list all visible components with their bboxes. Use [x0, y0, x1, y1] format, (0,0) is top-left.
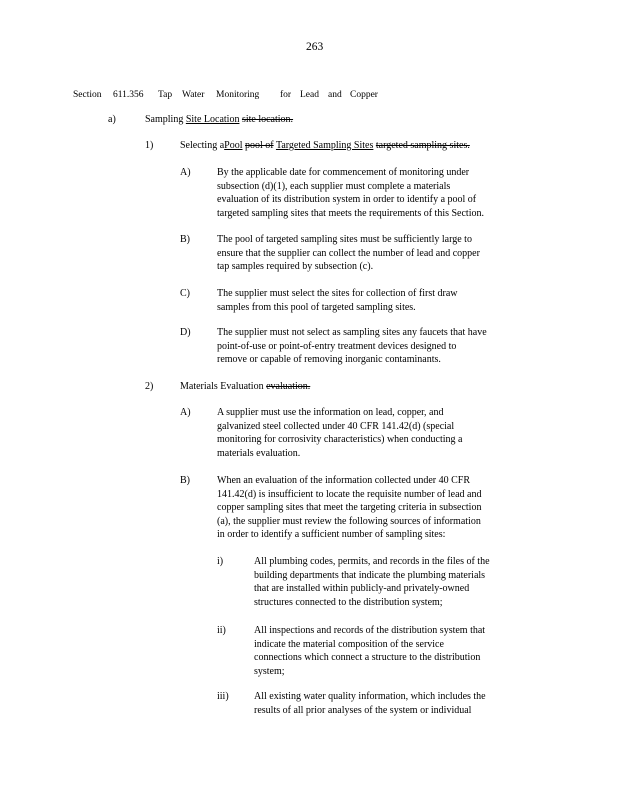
inserted-text: Pool [224, 140, 243, 151]
text-line: system; [254, 665, 285, 677]
subitem-text [254, 690, 554, 717]
item-marker: D) [180, 327, 191, 338]
section-label: Section [73, 90, 102, 100]
text-line: evaluation of its distribution system in order to identify a pool of [217, 194, 477, 205]
inserted-text: Site Location [185, 114, 240, 125]
text-line: copper sampling sites that meet the targeting criteria in subsection [217, 502, 482, 513]
text-line: (a), the supplier must review the following sources of information [217, 515, 481, 527]
item-marker: C) [180, 288, 190, 299]
text-line: The supplier must select the sites for collection of first draw [217, 288, 458, 299]
text-line: connections which connect a structure to the distribution [254, 652, 481, 663]
text-line: The pool of targeted sampling sites must be sufficiently large to [217, 234, 472, 245]
heading-text: Sampling [145, 114, 184, 125]
section-title-word: Monitoring [216, 90, 260, 100]
heading-text: Selecting a [180, 140, 225, 151]
text-line: All inspections and records of the distribution system that [254, 625, 486, 636]
text-line: tap samples required by subsection (c). [217, 261, 374, 272]
deleted-text: site location. [241, 114, 294, 125]
heading-text: Materials Evaluation [180, 381, 264, 392]
subitem-marker: i) [217, 556, 224, 567]
text-line: targeted sampling sites that meets the requirements of this Section. [217, 207, 484, 219]
inserted-text: Targeted Sampling Sites [275, 140, 374, 151]
text-line: point-of-use or point-of-entry treatment devices designed to [217, 340, 457, 352]
subsection-heading [145, 113, 293, 127]
text-line: results of all prior analyses of the system or individual [254, 704, 472, 716]
item-marker: A) [180, 407, 191, 418]
paragraph-heading [180, 139, 470, 153]
deleted-text: pool of [245, 140, 274, 151]
text-line: subsection (d)(1), each supplier must complete a materials [217, 180, 451, 192]
text-line: building departments that indicate the plumbing materials [254, 569, 486, 581]
text-line: materials evaluation. [217, 447, 301, 459]
section-title-word: Lead [300, 90, 319, 100]
section-title-word: and [328, 90, 342, 100]
section-number: 611.356 [113, 90, 144, 100]
text-line: ensure that the supplier can collect the number of lead and copper [217, 247, 480, 259]
section-title-word: for [280, 90, 292, 100]
item-marker: B) [180, 234, 190, 245]
item-marker: A) [180, 167, 191, 178]
item-text [217, 287, 547, 314]
paragraph-heading [180, 380, 310, 394]
text-line: structures connected to the distribution system; [254, 596, 443, 608]
section-title-word: Copper [350, 90, 378, 100]
text-line: remove or capable of removing inorganic contaminants. [217, 354, 441, 365]
item-text [217, 326, 547, 367]
subitem-text [254, 624, 554, 678]
page-number: 263 [306, 41, 324, 53]
text-line: in order to identify a sufficient number of sampling sites: [217, 529, 446, 540]
subitem-marker: iii) [217, 691, 229, 702]
text-line: galvanized steel collected under 40 CFR 141.42(d) (special [217, 420, 455, 432]
section-title-word: Water [182, 90, 205, 100]
paragraph-marker: 1) [145, 140, 154, 151]
text-line: All existing water quality information, which includes the [254, 691, 486, 702]
text-line: The supplier must not select as sampling sites any faucets that have [217, 327, 487, 338]
text-line: that are installed within publicly-and privately-owned [254, 583, 470, 594]
text-line: When an evaluation of the information collected under 40 CFR [217, 475, 470, 486]
item-marker: B) [180, 475, 190, 486]
text-line: samples from this pool of targeted sampling sites. [217, 301, 416, 313]
subitem-text [254, 555, 554, 609]
text-line: monitoring for corrosivity characteristics) when conducting a [217, 434, 463, 445]
text-line: indicate the material composition of the service [254, 638, 444, 650]
text-line: All plumbing codes, permits, and records in the files of the [254, 556, 490, 567]
text-line: A supplier must use the information on lead, copper, and [217, 407, 444, 418]
text-line: 141.42(d) is insufficient to locate the requisite number of lead and [217, 488, 482, 500]
section-title-word: Tap [158, 90, 173, 100]
item-text [217, 406, 547, 460]
item-text [217, 474, 547, 542]
item-text [217, 233, 547, 274]
item-text [217, 166, 547, 220]
text-line: By the applicable date for commencement of monitoring under [217, 167, 470, 178]
paragraph-marker: 2) [145, 381, 154, 392]
deleted-text: targeted sampling sites. [375, 140, 470, 151]
subitem-marker: ii) [217, 625, 226, 636]
deleted-text: evaluation. [266, 381, 311, 392]
subsection-marker: a) [108, 114, 116, 125]
